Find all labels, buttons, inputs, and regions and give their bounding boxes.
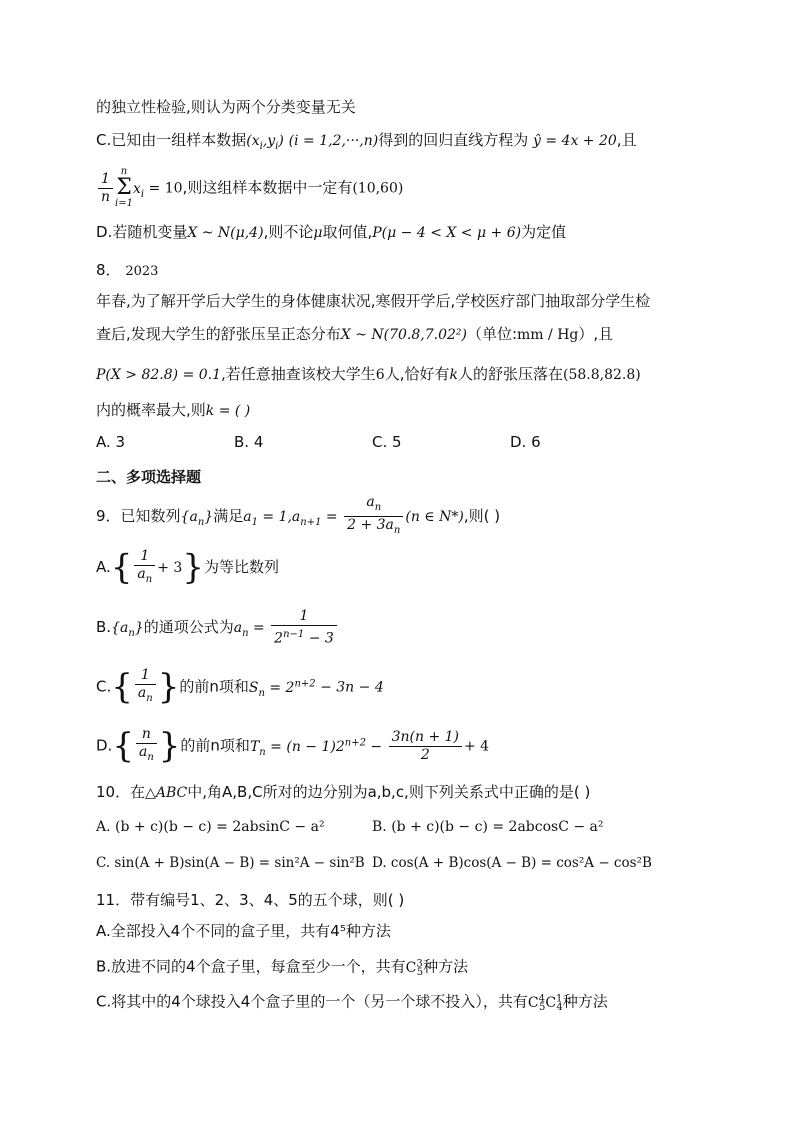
q9-option-a: A.{ $\frac{1}{a_n}$ + 3}为等比数列: [96, 547, 279, 588]
q11-option-c: C.将其中的4个球投入4个盒子里的一个（另一个球不投入），共有$C^4_5C^1_4$种方法: [96, 992, 608, 1014]
q10-stem: 10．在△ABC中,角A,B,C所对的边分别为a,b,c,则下列关系式中正确的是( ): [96, 783, 591, 801]
q7-option-d: D.若随机变量X ~ N(μ,4),则不论μ取何值,P(μ − 4 < X < μ + 6)为定值: [96, 223, 567, 241]
q7-option-c-line2: $\frac{1}{n}$ n Σ i=1 $x_i = 10$,则这组样本数据中一定有(10,60): [96, 167, 403, 207]
q9-option-c: C.{ $\frac{1}{a_n}$ }的前n项和$S_n = 2^{n+2} - 3n - 4$: [96, 667, 384, 708]
q7-continuation: 的独立性检验,则认为两个分类变量无关: [96, 98, 356, 116]
q7-index-range: (i = 1,2,···,n): [288, 133, 379, 149]
q8-stem-line2: 查后,发现大学生的舒张压呈正态分布X ~ N(70.8,7.02²)（单位:mm / Hg）,且: [96, 325, 614, 343]
q8-option-c: C. 5: [372, 433, 402, 451]
q8-stem-line1: 年春,为了解开学后大学生的身体健康状况,寒假开学后,学校医疗部门抽取部分学生检: [96, 292, 651, 310]
section-heading: 二、多项选择题: [96, 468, 202, 486]
q8-option-a: A. 3: [96, 433, 126, 451]
q11-option-b: B.放进不同的4个盒子里，每盒至少一个，共有$C^3_5$种方法: [96, 957, 469, 979]
q10-option-c: C. sin(A + B)sin(A − B) = sin²A − sin²B: [96, 855, 365, 871]
sum-symbol: n Σ i=1: [115, 166, 133, 209]
q8-option-b: B. 4: [234, 433, 264, 451]
q7-mean-fraction: $\frac{1}{n}$: [98, 171, 113, 206]
q8-option-d: D. 6: [510, 433, 541, 451]
q10-option-b: B. (b + c)(b − c) = 2abcosC − a²: [372, 819, 604, 835]
q8-stem-line4: 内的概率最大,则k = ( ): [96, 401, 251, 419]
q7-regression-eq: ŷ = 4x + 20: [533, 133, 617, 149]
q8-stem-line3: P(X > 82.8) = 0.1,若任意抽查该校大学生6人,恰好有k人的舒张压落在(58.8,82.8): [96, 365, 641, 383]
q9-option-d: D.{ $\frac{n}{a_n}$ }的前n项和$T_n = (n - 1)2^{n+2}$ − $\frac{3n(n + 1)}{2}$ + 4: [96, 726, 490, 767]
q9-recurrence-fraction: $\frac{a_n}{2 + 3a_n}$: [344, 494, 403, 539]
q8-number: 8． 2023: [96, 261, 159, 279]
q9-stem: 9．已知数列$\{a_n\}$满足$a_1 = 1,a_{n+1}$ = $\frac{a_n}{2 + 3a_n}$ (n ∈ N*),则( ): [96, 494, 500, 534]
q11-option-a: A.全部投入4个不同的盒子里，共有4⁵种方法: [96, 922, 391, 940]
q10-option-d: D. cos(A + B)cos(A − B) = cos²A − cos²B: [372, 855, 652, 871]
q10-option-a: A. (b + c)(b − c) = 2absinC − a²: [96, 819, 325, 835]
q7-option-c-line1: C.已知由一组样本数据$(x_i,y_i) (i = 1,2,\cdot\cdot\cdot,n)$得到的回归直线方程为 ŷ = 4x + 20,且: [96, 131, 637, 152]
q9-option-b: $B.\{a_n\}$的通项公式为$a_n$ = $\frac{1}{2^{n-1} - 3}$: [96, 605, 339, 649]
q11-stem: 11．带有编号1、2、3、4、5的五个球，则( ): [96, 891, 405, 909]
